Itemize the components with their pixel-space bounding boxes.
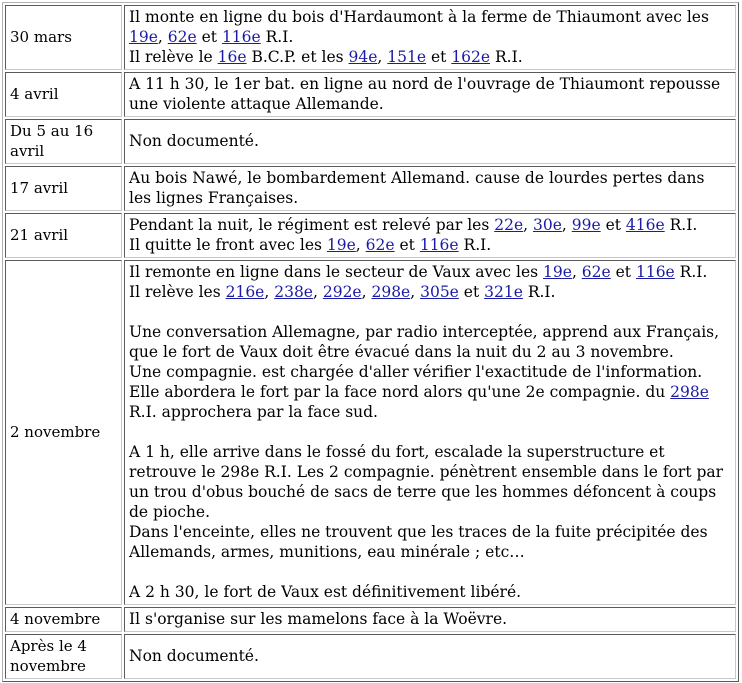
description-line: [129, 74, 731, 114]
description-line: [129, 362, 731, 422]
description-line: [129, 235, 731, 255]
date-cell: 2 novembre: [5, 260, 122, 605]
text-segment: A 11 h 30, le 1er bat. en ligne au nord de l'ouvrage de Thiaumont repousse une violente attaque Allemande.: [129, 75, 721, 113]
text-segment: ,: [523, 216, 533, 234]
regiment-link[interactable]: 116e: [221, 28, 261, 46]
text-segment: R.I. approchera par la face sud.: [129, 403, 378, 421]
text-segment: Pendant la nuit, le régiment est relevé par les: [129, 216, 495, 234]
regiment-link[interactable]: 94e: [348, 48, 378, 66]
description-line: [129, 609, 731, 629]
regiment-link[interactable]: 62e: [581, 263, 611, 281]
table-row: [5, 119, 736, 164]
description-line: [129, 215, 731, 235]
description-line: [129, 47, 731, 67]
text-segment: Une conversation Allemagne, par radio interceptée, apprend aux Français, que le fort de Vaux doit être évacué dans la nuit du 2 au 3 novembre.: [129, 323, 720, 361]
description-cell: [124, 5, 736, 70]
regiment-link[interactable]: 19e: [326, 236, 356, 254]
description-line: [129, 646, 731, 666]
regiment-link[interactable]: 116e: [635, 263, 675, 281]
table-row: [5, 260, 736, 605]
regiment-link[interactable]: 62e: [167, 28, 197, 46]
text-segment: ,: [355, 236, 366, 254]
description-line: [129, 168, 731, 208]
date-cell: 30 mars: [5, 5, 122, 70]
text-segment: ,: [157, 28, 168, 46]
description-cell: [124, 634, 736, 679]
text-segment: ,: [312, 283, 323, 301]
description-line: [129, 131, 731, 151]
regiment-link[interactable]: 298e: [670, 383, 709, 401]
table-row: [5, 5, 736, 70]
regiment-link[interactable]: 151e: [387, 48, 427, 66]
text-segment: ,: [561, 216, 572, 234]
text-segment: Non documenté.: [129, 647, 259, 665]
description-line: [129, 582, 731, 602]
regiment-link[interactable]: 216e: [225, 283, 265, 301]
date-cell: Du 5 au 16 avril: [5, 119, 122, 164]
regiment-link[interactable]: 19e: [543, 263, 572, 281]
text-segment: R.I.: [458, 236, 492, 254]
description-cell: [124, 260, 736, 605]
date-cell: Après le 4 novembre: [5, 634, 122, 679]
text-segment: Dans l'enceinte, elles ne trouvent que les traces de la fuite précipitée des Allemands, armes, munitions, eau minérale ; etc…: [129, 523, 708, 561]
text-segment: et: [600, 216, 626, 234]
table-row: [5, 72, 736, 117]
description-line: [129, 282, 731, 302]
date-cell: 4 avril: [5, 72, 122, 117]
history-table-body: [5, 5, 736, 679]
text-segment: Il s'organise sur les mamelons face à la Woëvre.: [129, 610, 508, 628]
regiment-link[interactable]: 238e: [274, 283, 313, 301]
text-segment: R.I.: [664, 216, 698, 234]
text-segment: et: [394, 236, 420, 254]
text-segment: Il quitte le front avec les: [129, 236, 327, 254]
text-segment: Il relève les: [129, 283, 226, 301]
text-segment: R.I.: [522, 283, 556, 301]
text-segment: et: [426, 48, 452, 66]
regiment-link[interactable]: 22e: [494, 216, 524, 234]
text-segment: ,: [264, 283, 275, 301]
description-cell: [124, 119, 736, 164]
text-segment: Une compagnie. est chargée d'aller vérifier l'exactitude de l'information. Elle abordera le fort par la face nord alors qu'une 2e compagnie. du: [129, 363, 703, 401]
description-line: [129, 262, 731, 282]
text-segment: ,: [410, 283, 421, 301]
description-line: [129, 322, 731, 362]
description-cell: [124, 607, 736, 632]
text-segment: ,: [361, 283, 372, 301]
text-segment: Il relève le: [129, 48, 218, 66]
text-segment: Il monte en ligne du bois d'Hardaumont à la ferme de Thiaumont avec les: [129, 8, 709, 26]
history-table: [2, 2, 739, 682]
regiment-link[interactable]: 116e: [419, 236, 459, 254]
text-segment: R.I.: [490, 48, 523, 66]
text-segment: A 1 h, elle arrive dans le fossé du fort, escalade la superstructure et retrouve le 298e R.I. Les 2 compagnie. pénètrent ensemble dans le fort par un trou d'obus bouché de sacs de terre que les hommes défoncent à coups de pioche.: [129, 443, 724, 521]
date-cell: 21 avril: [5, 213, 122, 258]
text-segment: ,: [377, 48, 388, 66]
table-row: [5, 213, 736, 258]
table-row: [5, 634, 736, 679]
date-cell: 17 avril: [5, 166, 122, 211]
text-segment: et: [610, 263, 636, 281]
description-line: [129, 522, 731, 562]
text-segment: Non documenté.: [129, 132, 259, 150]
description-cell: [124, 213, 736, 258]
text-segment: R.I.: [674, 263, 708, 281]
blank-line: [129, 302, 731, 322]
regiment-link[interactable]: 30e: [532, 216, 562, 234]
text-segment: R.I.: [260, 28, 294, 46]
regiment-link[interactable]: 16e: [217, 48, 247, 66]
regiment-link[interactable]: 416e: [625, 216, 665, 234]
text-segment: et: [458, 283, 485, 301]
text-segment: Il remonte en ligne dans le secteur de Vaux avec les: [129, 263, 544, 281]
blank-line: [129, 562, 731, 582]
text-segment: ,: [571, 263, 582, 281]
date-cell: 4 novembre: [5, 607, 122, 632]
description-line: [129, 7, 731, 47]
description-cell: [124, 72, 736, 117]
table-row: [5, 607, 736, 632]
regiment-link[interactable]: 298e: [371, 283, 411, 301]
text-segment: A 2 h 30, le fort de Vaux est définitivement libéré.: [129, 583, 522, 601]
regiment-link[interactable]: 321e: [484, 283, 523, 301]
blank-line: [129, 422, 731, 442]
text-segment: B.C.P. et les: [246, 48, 349, 66]
text-segment: Au bois Nawé, le bombardement Allemand. cause de lourdes pertes dans les lignes Françaises.: [129, 169, 705, 207]
regiment-link[interactable]: 62e: [365, 236, 395, 254]
table-row: [5, 166, 736, 211]
regiment-link[interactable]: 305e: [420, 283, 459, 301]
regiment-link[interactable]: 19e: [129, 28, 158, 46]
description-line: [129, 442, 731, 522]
text-segment: et: [196, 28, 222, 46]
regiment-link[interactable]: 99e: [571, 216, 601, 234]
regiment-link[interactable]: 292e: [322, 283, 362, 301]
regiment-link[interactable]: 162e: [451, 48, 491, 66]
description-cell: [124, 166, 736, 211]
